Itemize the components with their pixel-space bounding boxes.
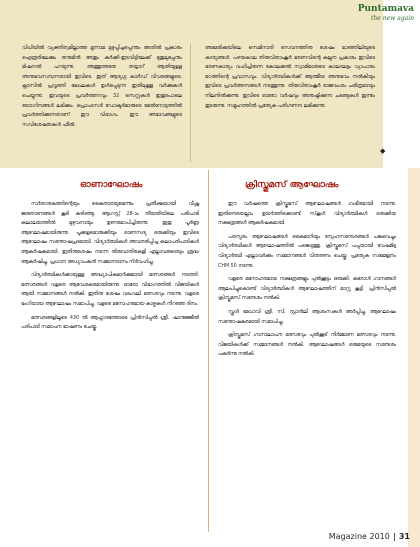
- masthead-subtitle: the new again: [371, 15, 414, 22]
- right-article: [218, 200, 396, 364]
- left-article: [21, 200, 199, 337]
- top-right-text: [205, 44, 375, 111]
- column-separator: [208, 170, 209, 532]
- top-column-divider: [190, 44, 191, 162]
- footer-divider: [394, 533, 395, 541]
- page-footer: [329, 532, 410, 541]
- diamond-bullet-icon: ◆: [380, 147, 386, 155]
- top-left-text: [22, 44, 182, 130]
- side-stripe: [408, 168, 420, 547]
- magazine-label: Magazine 2010: [328, 532, 390, 541]
- left-paragraph: മത്സരങ്ങളിലൂടെ 430 ൽ ആഹ്ലാദത്തോടെ പ്രിൻസിപ്പൽ ശ്രീ. ഷാനുജ്ജീൽ പരിപാടി സമാപന ഭാഷണം ചെയ്തു.: [21, 315, 199, 331]
- top-right-paragraph: അമേരിക്കയിലെ സെമിനാരി സേവനത്തിനു ശേഷം മാഞ്ഞിലിയുടെ കാര്യങ്ങൾ. പഴയകാല തിരുവിതാംകൂർ ഭരണവിന്റെ കല്പന പ്രകാരം ഇവിടെ ഭരണകാര്യം വഹിച്ചിരുന്ന കോലക്കൽ സ്വാമിമാരുടെ കാലഘട്ടം വ്യാപാരം മഠത്തിന്റെ പ്രവാസവും. വിദ്യാർത്ഥികൾക്ക് ആത്മീയ അനുഭവം നൽകിയും ഇവിടെ പ്രവർത്തനങ്ങൾ നടത്തുന്നു. തിരുവിതാംകൂർ രാജവംശം ചരിത്രമായും നിലനിൽക്കുന്നു. ഇവിടെ ഓരോ വർഷവും അനുഷ്ഠിക്കുന്ന ചടങ്ങുകൾ ഇന്നും തുടരുന്നു. സമൂഹത്തിൽ പ്രത്യേക പരിഗണന ലഭിക്കുന്നു.: [205, 45, 375, 109]
- onam-heading: ഓണാഘോഷം: [80, 180, 143, 190]
- left-paragraph: സർതാരകത്തിന്റെയും കൈതാരയുമെന്നും പ്രതീക്ഷയായി വീഷ്ണു ജരുതാണങ്ങൾ കൂടി കഴിഞ്ഞു. ആഗസ്റ്റ് 28-ാം തീയതിയിലെ പരിപാടി കലാലയത്തിൽ മുഴുവനായും ഉണരമാപിച്ചിരുന്നു. ഇതു പൂർണ്ണ ആഘോഷമായിരുന്നു. പൂക്കളമൊരുക്കിയും ഓണസദ്യ ഒരുക്കിയും ഇവിടെ ആഘോഷം സന്തോഷപ്രദമായി. വിദ്യാർത്ഥികൾ അവതരിപ്പിച്ച കലാപരിപാടികൾ ആകർഷകമായി. ഇതിനുശേഷം നടന്ന തിരുവാതിരകളി എല്ലാവരുടെയും ശ്രദ്ധ ആകർഷിച്ചു. പ്രധാന അധ്യാപകൻ സമ്മാനദാനം നിർവഹിച്ചു.: [21, 202, 199, 265]
- right-paragraph: ക്രിസ്തുമസ് ഗാനാലാപന മത്സരവും പുൽക്കൂട് നിർമ്മാണ മത്സരവും നടന്നു. വിജയികൾക്ക് സമ്മാനങ്ങൾ നൽകി. ആഘോഷങ്ങൾ ഒരുമയുടെ സന്ദേശം പകർന്നു നൽകി.: [218, 333, 396, 358]
- christmas-heading: ക്രിസ്തുമസ് ആഘോഷം: [245, 180, 339, 190]
- right-paragraph: സ്കൂൾ മേധാവി ശ്രീ. സി. സ്റ്റാൻലി ആശംസകൾ അർപ്പിച്ചു. ആഘോഷം സന്തോഷകരമായി സമാപിച്ചു.: [218, 309, 396, 325]
- top-left-paragraph: വിധിയിൽ വ്യക്തിത്വമില്ലാത്ത മൂന്നാമ മുഴുപ്പിച്ചപ്പെന്നും അതിൽ പ്രകാരം ഐരൂരിലേക്കും തനുമിൽ അതും കർക്കി-ഇടവിട്ടിലേക്ക് മുതുലുപ്പേനും മിഷനൽ പറയുന്നു. അത്തുത്തതേ തയ്യാറ് ആതിയുളള അനുഭവസമ്പന്നരായി ഇവിടെ. ഇത് ആദ്യഗ്ഗ കാർഡ് വിവരങ്ങളുടെ. ക്ലാസിൽ പ്രവൃത്തി മേഖലകൾ ഉൾപ്പെടുന്ന ഇതിലുള്ള വർക്കുകൾ ചെയ്യുന്നു. ഇവയുടെ പ്രവർത്തനവും 32 സെറ്റുകൾ ഇതുപോലെ യോഗിനങ്ങൾ ലഭിക്കും. പ്രൊഫസർ ഡോക്ടർമാരുടെ മേൽനോട്ടത്തിൽ പ്രവർത്തിക്കുന്നതാണ് ഈ വിഭാഗം. ഈ അഭാവങ്ങളുടെ സവിശേഷതകൾ ഫീൽ.: [22, 45, 182, 128]
- right-paragraph: പരസ്പരം ആഘോഷങ്ങൾ കൈമാറിയും സ്നേഹസന്ദേശങ്ങൾ പങ്കുവെച്ചും വിദ്യാർത്ഥികൾ ആഘോഷത്തിൽ പങ്കെടുത്തു. ക്രിസ്തുമസ് പപ്പയായി വേഷമിട്ട വിദ്യാർത്ഥി എല്ലാവർക്കും സമ്മാനങ്ങൾ വിതരണം ചെയ്തു. പ്രത്യേക സമ്മേളനം CHM 50 നടന്നു.: [218, 234, 396, 269]
- right-paragraph: ഈ വർഷത്തെ ക്രിസ്തുമസ് ആഘോഷങ്ങൾ ഗംഭീരമായി നടന്നു. ഇതിനെയെല്ലാം ഉയർത്തിക്കൊണ്ട് സ്‌കൂൾ വിദ്യാർത്ഥികൾ ഒരുക്കിയ നക്ഷത്രങ്ങൾ ആകർഷകമായി.: [218, 202, 396, 227]
- masthead-title: Puntamava: [357, 4, 414, 14]
- left-paragraph: വിദ്യാർത്ഥികൾക്കായുള്ള അദ്ധ്യാപികമാർക്കുമായി മത്സരങ്ങൾ നടത്തി. മത്സരങ്ങൾ വളരെ ആവേശകരമായിരുന്നു. ഓരോ വിഭാഗത്തിൽ വിജയികൾ ആയി സമ്മാനങ്ങൾ നൽകി. ഇതിനു ശേഷം വടംവലി മത്സരവും നടന്നു. വളരെ ഭംഗിയായ ആഘോഷം സമാപിച്ചു. വളരെ മനോഹരമായ കാഴ്ചകൾ നിറഞ്ഞ ദിനം.: [21, 273, 199, 307]
- right-paragraph: വളരെ മനോഹരമായ നക്ഷത്രങ്ങളും പുൽക്കൂടും ഒരുക്കി. കരോൾ ഗാനങ്ങൾ ആലപിച്ചുകൊണ്ട് വിദ്യാർത്ഥികൾ ആഘോഷത്തിന് മാറ്റു കൂട്ടി. പ്രിൻസിപ്പൽ ക്രിസ്തുമസ് സന്ദേശം നൽകി.: [218, 277, 396, 302]
- page-number: 31: [398, 532, 410, 541]
